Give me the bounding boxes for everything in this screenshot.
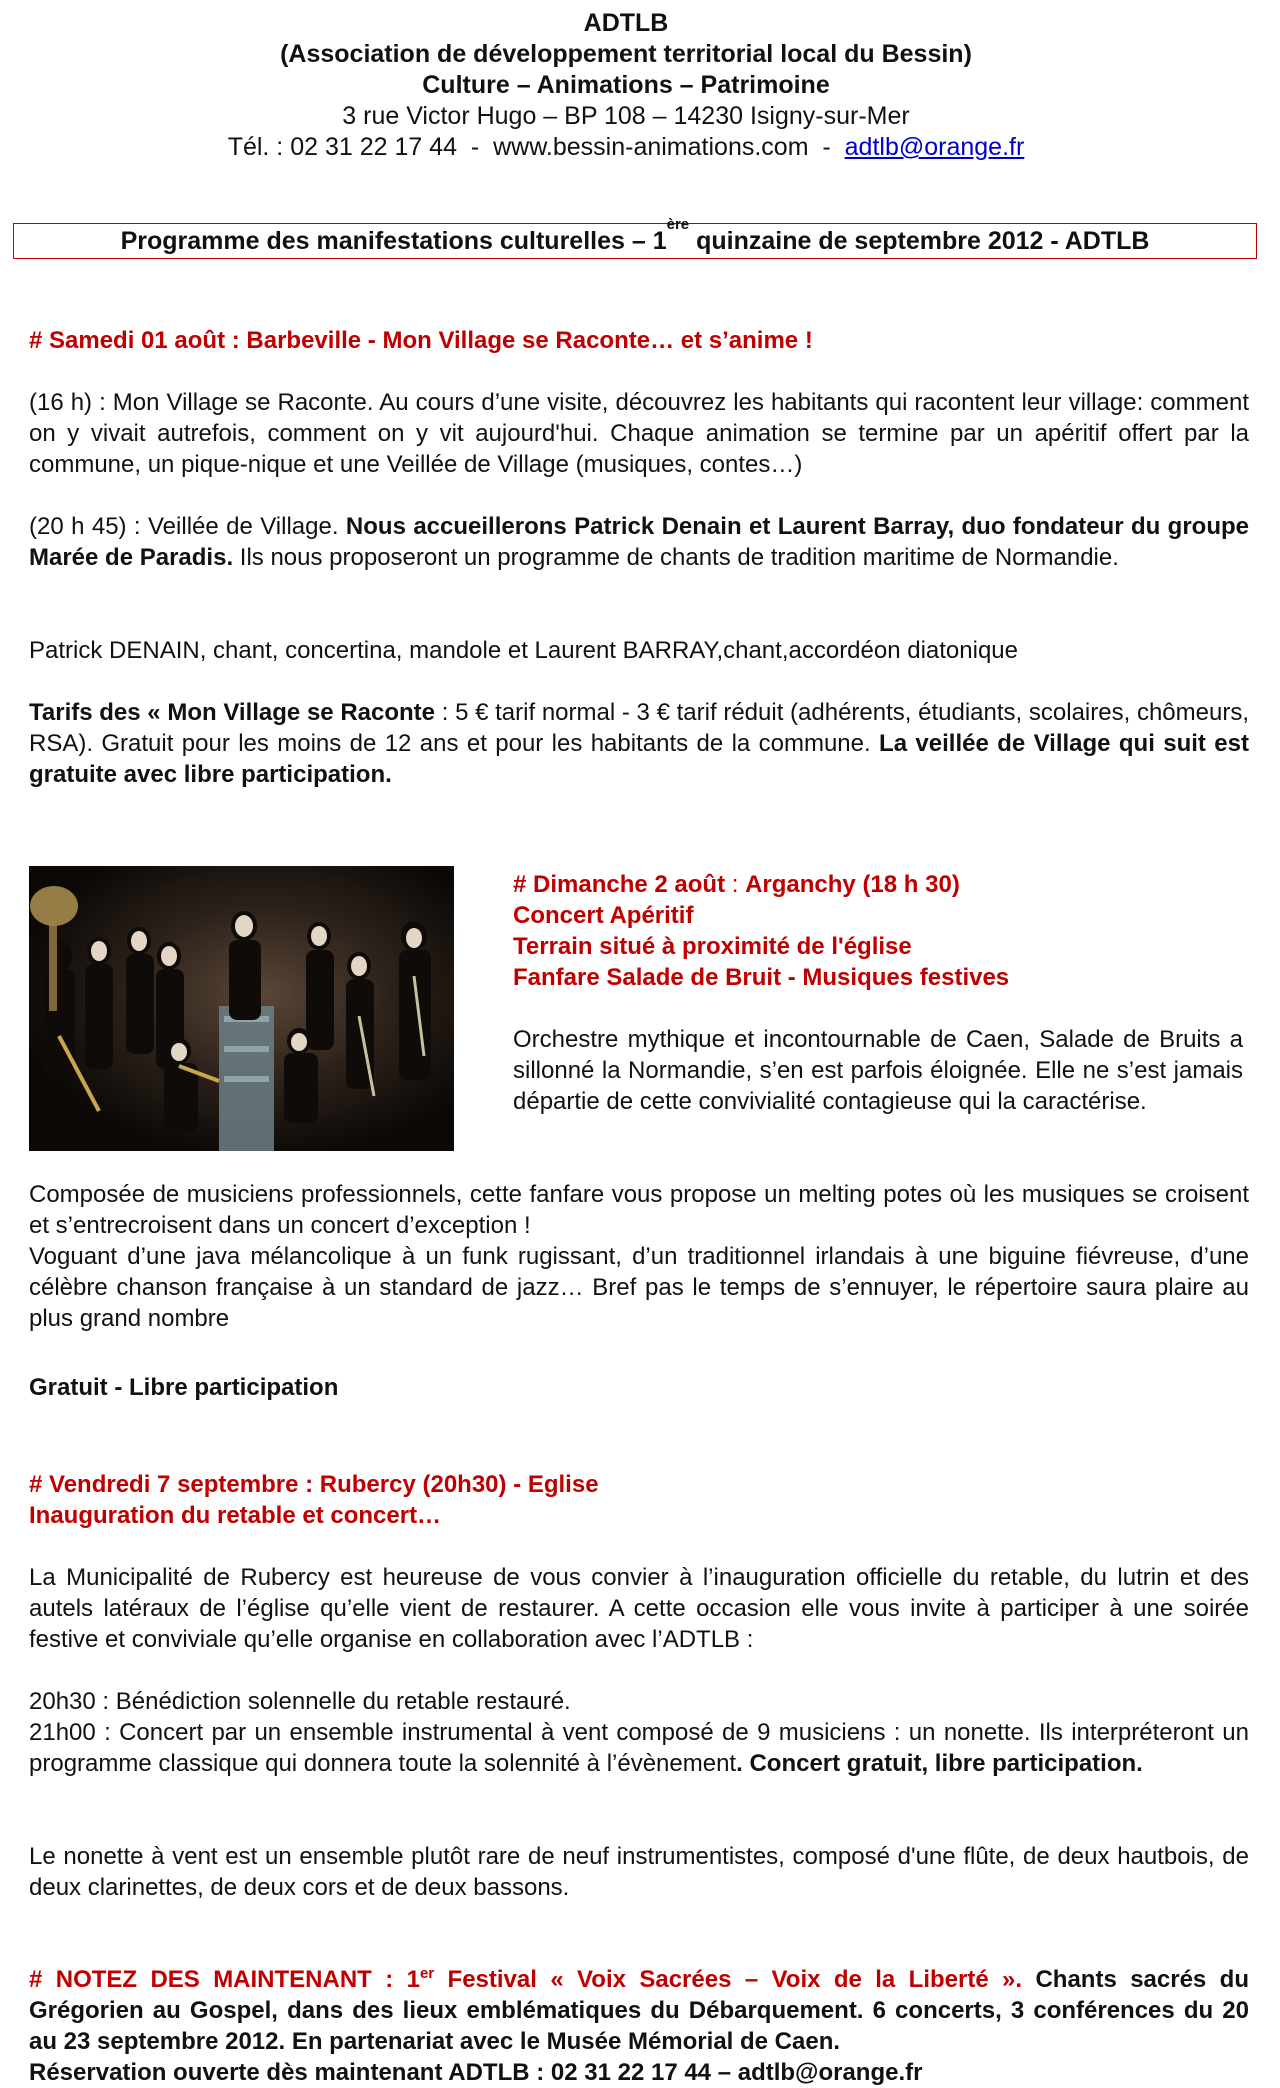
event2-paragraph-2: Voguant d’une java mélancolique à un funk rugissant, d’un traditionnel irlandais à une biguine fiévreuse, d’une célèbre chanson française à un standard de jazz… Bref pas le temps de s’ennuyer, le répertoire saura plaire au plus grand nombre <box>29 1243 1249 1332</box>
p2-text-end: Ils nous proposeront un programme de chants de tradition maritime de Normandie. <box>233 544 1119 571</box>
event3-paragraph-1: La Municipalité de Rubercy est heureuse de vous convier à l’inauguration officielle du retable, du lutrin et des autels latéraux de l’église qu’elle vient de restaurer. A cette occasion elle vous invite à participer à une soirée festive et conviviale qu’elle organise en collaboration avec l’ADTLB : <box>29 1564 1249 1653</box>
p3-text: 21h00 : Concert par un ensemble instrumental à vent composé de 9 musiciens : un nonette. Ils interpréteront un programme classique qui donnera toute la solennité à l’évènement <box>29 1719 1249 1777</box>
title-text: Programme des manifestations culturelles – 1 <box>120 227 667 255</box>
event2-gratuit: Gratuit - Libre participation <box>29 1374 339 1401</box>
title-text-end: quinzaine de septembre 2012 - ADTLB <box>689 227 1150 255</box>
event2-heading-block <box>513 869 1243 993</box>
event1-paragraph-2 <box>29 511 1249 573</box>
heading-sep: : <box>725 871 746 898</box>
page-title <box>13 216 1257 259</box>
notez-red: # NOTEZ DES MAINTENANT : 1 <box>29 1966 420 1993</box>
notez-text: Chants sacrés du Grégorien au Gospel, dans des lieux emblématiques du Débarquement. 6 concerts, 3 conférences du 20 au 23 septembre 2012. En partenariat avec le Musée Mémorial de Caen. <box>29 1966 1249 2055</box>
p3-bold: . Concert gratuit, libre participation. <box>736 1750 1143 1777</box>
event2-line-4: Fanfare Salade de Bruit - Musiques festives <box>513 964 1010 991</box>
contact-text: Tél. : 02 31 22 17 44 - www.bessin-animations.com - <box>227 133 845 161</box>
tarifs-text: : 5 € tarif normal - 3 € tarif réduit (adhérents, étudiants, scolaires, chômeurs, RSA). Gratuit pour les moins de 12 ans et pour les habitants de la commune. <box>29 699 1249 757</box>
band-photo-illustration <box>29 866 454 1151</box>
heading-date: # Dimanche 2 août <box>513 871 726 898</box>
notez-red-end: Festival « Voix Sacrées – Voix de la Liberté ». <box>434 1966 1023 1993</box>
tarifs-bold: Tarifs des « Mon Village se Raconte <box>29 699 436 726</box>
event3-paragraph-2: 20h30 : Bénédiction solennelle du retable restauré. <box>29 1688 571 1715</box>
band-photo <box>29 866 454 1151</box>
event1-heading: # Samedi 01 août : Barbeville - Mon Village se Raconte… et s’anime ! <box>29 327 813 354</box>
event2-heading <box>513 869 1243 900</box>
event2-paragraph-1: Composée de musiciens professionnels, cette fanfare vous propose un melting potes où les musiques se croisent et s’entrecroisent dans un concert d’exception ! <box>29 1181 1249 1239</box>
event3-heading-1: # Vendredi 7 septembre : Rubercy (20h30) - Eglise <box>29 1471 599 1498</box>
p2-bold: Nous accueillerons Patrick Denain et Laurent Barray, duo fondateur du groupe Marée de Paradis. <box>29 513 1250 571</box>
notez-reservation: Réservation ouverte dès maintenant ADTLB : 02 31 22 17 44 – adtlb@orange.fr <box>29 2059 923 2086</box>
p2-text: (20 h 45) : Veillée de Village. <box>29 513 346 540</box>
tarifs-bold-end: La veillée de Village qui suit est gratuite avec libre participation. <box>29 730 1249 788</box>
org-contact <box>0 132 1252 163</box>
event3-paragraph-3 <box>29 1717 1249 1779</box>
event1-paragraph-1: (16 h) : Mon Village se Raconte. Au cours d’une visite, découvrez les habitants qui racontent leur village: comment on y vivait autrefois, comment on y vit aujourd'hui. Chaque animation se termine par un apéritif offert par la commune, un pique-nique et une Veillée de Village (musiques, contes…) <box>29 389 1249 478</box>
email-link[interactable]: adtlb@orange.fr <box>844 133 1025 161</box>
event2-line-2: Concert Apéritif <box>513 902 694 929</box>
event1-paragraph-3: Patrick DENAIN, chant, concertina, mandole et Laurent BARRAY,chant,accordéon diatonique <box>29 637 1019 664</box>
event3-heading-2: Inauguration du retable et concert… <box>29 1502 442 1529</box>
event2-side-text: Orchestre mythique et incontournable de Caen, Salade de Bruits a sillonné la Normandie, s’en est parfois éloignée. Elle ne s’est jamais départie de cette convivialité contagieuse qui la caractérise. <box>513 1026 1243 1115</box>
letterhead <box>0 8 1252 163</box>
heading-place: Arganchy (18 h 30) <box>745 871 960 898</box>
org-address: 3 rue Victor Hugo – BP 108 – 14230 Isigny-sur-Mer <box>342 102 910 130</box>
title-sup: ère <box>666 216 690 233</box>
notez-sup: er <box>419 1965 435 1982</box>
org-name: ADTLB <box>583 9 669 37</box>
notez-block <box>29 1964 1249 2088</box>
event1-tarifs <box>29 697 1249 790</box>
org-tagline: Culture – Animations – Patrimoine <box>422 71 830 99</box>
org-full-name: (Association de développement territorial local du Bessin) <box>280 40 972 68</box>
event3-paragraph-4: Le nonette à vent est un ensemble plutôt rare de neuf instrumentistes, composé d'une flûte, de deux hautbois, de deux clarinettes, de deux cors et de deux bassons. <box>29 1843 1249 1901</box>
event2-line-3: Terrain situé à proximité de l'église <box>513 933 912 960</box>
